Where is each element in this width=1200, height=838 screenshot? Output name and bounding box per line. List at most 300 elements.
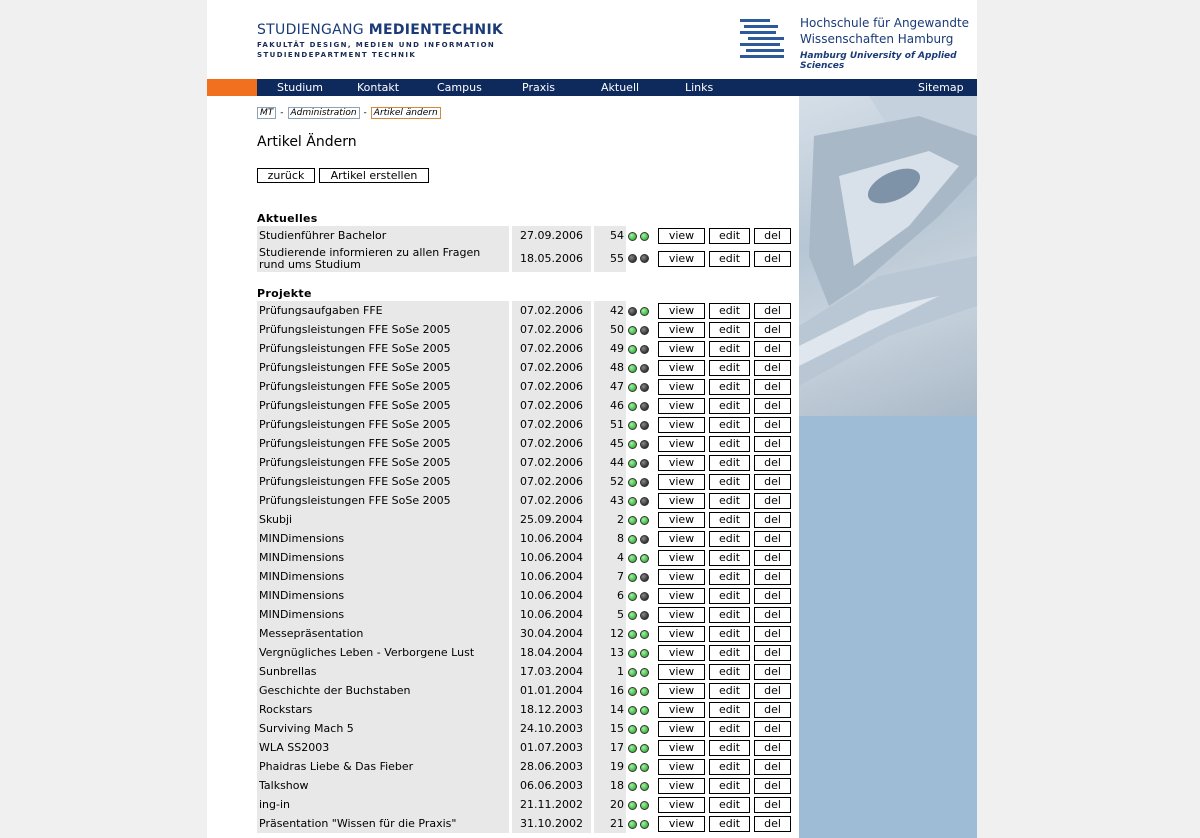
article-title: Prüfungsleistungen FFE SoSe 2005 [257, 377, 509, 396]
delete-button[interactable]: del [754, 588, 791, 604]
table-row [257, 396, 795, 415]
status-icons [626, 719, 658, 738]
view-button[interactable]: view [658, 251, 705, 267]
article-date: 18.12.2003 [509, 700, 591, 719]
status-icons [626, 624, 658, 643]
view-button[interactable]: view [658, 740, 705, 756]
page-title: Artikel Ändern [257, 134, 357, 150]
article-title: MINDimensions [257, 586, 509, 605]
status-visible-icon[interactable] [640, 232, 649, 241]
delete-button[interactable]: del [754, 721, 791, 737]
view-button[interactable]: view [658, 493, 705, 509]
back-button[interactable]: zurück [257, 168, 315, 183]
status-visible-icon[interactable] [640, 725, 649, 734]
view-button[interactable]: view [658, 436, 705, 452]
article-title: ing-in [257, 795, 509, 814]
article-title: Studierende informieren zu allen Fragen rund ums Studium [257, 245, 509, 272]
edit-button[interactable]: edit [709, 588, 750, 604]
row-actions [658, 226, 795, 245]
status-icons [626, 700, 658, 719]
status-icons [626, 301, 658, 320]
view-button[interactable]: view [658, 303, 705, 319]
status-online-icon[interactable] [628, 254, 637, 263]
breadcrumb-mt[interactable]: MT [257, 107, 276, 119]
status-icons [626, 245, 658, 272]
article-title: Geschichte der Buchstaben [257, 681, 509, 700]
articles-table-aktuelles [257, 226, 795, 272]
delete-button[interactable]: del [754, 664, 791, 680]
delete-button[interactable]: del [754, 740, 791, 756]
row-actions [658, 814, 795, 833]
article-id: 49 [591, 339, 626, 358]
status-visible-icon[interactable] [640, 801, 649, 810]
status-icons [626, 358, 658, 377]
status-icons [626, 320, 658, 339]
status-visible-icon[interactable] [640, 345, 649, 354]
status-icons [626, 226, 658, 245]
view-button[interactable]: view [658, 702, 705, 718]
status-visible-icon[interactable] [640, 516, 649, 525]
article-id: 21 [591, 814, 626, 833]
view-button[interactable]: view [658, 550, 705, 566]
nav-campus[interactable]: Campus [437, 81, 482, 94]
row-actions [658, 491, 795, 510]
delete-button[interactable]: del [754, 360, 791, 376]
article-id: 51 [591, 415, 626, 434]
status-icons [626, 757, 658, 776]
status-online-icon[interactable] [628, 402, 637, 411]
delete-button[interactable]: del [754, 702, 791, 718]
create-article-button[interactable]: Artikel erstellen [319, 168, 429, 183]
delete-button[interactable]: del [754, 797, 791, 813]
row-actions [658, 681, 795, 700]
edit-button[interactable]: edit [709, 664, 750, 680]
delete-button[interactable]: del [754, 816, 791, 832]
article-title: Prüfungsleistungen FFE SoSe 2005 [257, 491, 509, 510]
view-button[interactable]: view [658, 626, 705, 642]
edit-button[interactable]: edit [709, 474, 750, 490]
article-title: Prüfungsleistungen FFE SoSe 2005 [257, 358, 509, 377]
row-actions [658, 301, 795, 320]
status-visible-icon[interactable] [640, 421, 649, 430]
edit-button[interactable]: edit [709, 569, 750, 585]
edit-button[interactable]: edit [709, 797, 750, 813]
article-id: 5 [591, 605, 626, 624]
article-title: Prüfungsleistungen FFE SoSe 2005 [257, 396, 509, 415]
table-row [257, 662, 795, 681]
edit-button[interactable]: edit [709, 303, 750, 319]
delete-button[interactable]: del [754, 645, 791, 661]
row-actions [658, 643, 795, 662]
status-visible-icon[interactable] [640, 459, 649, 468]
status-online-icon[interactable] [628, 630, 637, 639]
delete-button[interactable]: del [754, 251, 791, 267]
status-visible-icon[interactable] [640, 440, 649, 449]
table-row [257, 700, 795, 719]
article-id: 18 [591, 776, 626, 795]
edit-button[interactable]: edit [709, 778, 750, 794]
status-visible-icon[interactable] [640, 326, 649, 335]
article-date: 07.02.2006 [509, 358, 591, 377]
view-button[interactable]: view [658, 417, 705, 433]
status-visible-icon[interactable] [640, 554, 649, 563]
status-visible-icon[interactable] [640, 706, 649, 715]
article-id: 20 [591, 795, 626, 814]
article-id: 52 [591, 472, 626, 491]
status-visible-icon[interactable] [640, 307, 649, 316]
view-button[interactable]: view [658, 360, 705, 376]
table-row [257, 472, 795, 491]
article-id: 16 [591, 681, 626, 700]
article-date: 07.02.2006 [509, 491, 591, 510]
status-icons [626, 567, 658, 586]
status-online-icon[interactable] [628, 364, 637, 373]
status-online-icon[interactable] [628, 820, 637, 829]
article-title: Prüfungsleistungen FFE SoSe 2005 [257, 453, 509, 472]
view-button[interactable]: view [658, 531, 705, 547]
table-row [257, 586, 795, 605]
table-row [257, 795, 795, 814]
row-actions [658, 662, 795, 681]
row-actions [658, 700, 795, 719]
delete-button[interactable]: del [754, 398, 791, 414]
article-date: 07.02.2006 [509, 434, 591, 453]
status-icons [626, 510, 658, 529]
article-date: 31.10.2002 [509, 814, 591, 833]
row-actions [658, 358, 795, 377]
status-online-icon[interactable] [628, 459, 637, 468]
article-title: Prüfungsleistungen FFE SoSe 2005 [257, 415, 509, 434]
table-row [257, 245, 795, 272]
edit-button[interactable]: edit [709, 493, 750, 509]
row-actions [658, 396, 795, 415]
view-button[interactable]: view [658, 512, 705, 528]
edit-button[interactable]: edit [709, 607, 750, 623]
view-button[interactable]: view [658, 398, 705, 414]
table-row [257, 377, 795, 396]
view-button[interactable]: view [658, 778, 705, 794]
delete-button[interactable]: del [754, 474, 791, 490]
edit-button[interactable]: edit [709, 251, 750, 267]
article-title: MINDimensions [257, 605, 509, 624]
article-id: 54 [591, 226, 626, 245]
table-row [257, 434, 795, 453]
delete-button[interactable]: del [754, 379, 791, 395]
article-title: MINDimensions [257, 567, 509, 586]
article-title: Prüfungsleistungen FFE SoSe 2005 [257, 339, 509, 358]
status-icons [626, 529, 658, 548]
status-online-icon[interactable] [628, 345, 637, 354]
article-title: MINDimensions [257, 529, 509, 548]
status-visible-icon[interactable] [640, 364, 649, 373]
table-row [257, 776, 795, 795]
edit-button[interactable]: edit [709, 816, 750, 832]
breadcrumb-administration[interactable]: Administration [288, 107, 360, 119]
status-online-icon[interactable] [628, 326, 637, 335]
delete-button[interactable]: del [754, 322, 791, 338]
main-navigation [207, 79, 977, 96]
status-icons [626, 643, 658, 662]
status-online-icon[interactable] [628, 744, 637, 753]
edit-button[interactable]: edit [709, 550, 750, 566]
delete-button[interactable]: del [754, 341, 791, 357]
table-row [257, 491, 795, 510]
delete-button[interactable]: del [754, 569, 791, 585]
article-id: 6 [591, 586, 626, 605]
article-date: 10.06.2004 [509, 567, 591, 586]
breadcrumb-separator: - [363, 108, 367, 118]
table-row [257, 567, 795, 586]
edit-button[interactable]: edit [709, 702, 750, 718]
article-id: 2 [591, 510, 626, 529]
status-visible-icon[interactable] [640, 687, 649, 696]
row-actions [658, 795, 795, 814]
delete-button[interactable]: del [754, 228, 791, 244]
edit-button[interactable]: edit [709, 455, 750, 471]
row-actions [658, 719, 795, 738]
status-online-icon[interactable] [628, 516, 637, 525]
nav-kontakt[interactable]: Kontakt [357, 81, 400, 94]
status-visible-icon[interactable] [640, 383, 649, 392]
status-visible-icon[interactable] [640, 402, 649, 411]
edit-button[interactable]: edit [709, 360, 750, 376]
article-date: 07.02.2006 [509, 396, 591, 415]
status-online-icon[interactable] [628, 801, 637, 810]
table-row [257, 814, 795, 833]
delete-button[interactable]: del [754, 455, 791, 471]
article-id: 7 [591, 567, 626, 586]
edit-button[interactable]: edit [709, 531, 750, 547]
edit-button[interactable]: edit [709, 228, 750, 244]
article-id: 8 [591, 529, 626, 548]
status-online-icon[interactable] [628, 706, 637, 715]
status-online-icon[interactable] [628, 611, 637, 620]
view-button[interactable]: view [658, 664, 705, 680]
edit-button[interactable]: edit [709, 721, 750, 737]
status-visible-icon[interactable] [640, 649, 649, 658]
section-title-aktuelles: Aktuelles [257, 212, 318, 225]
haw-name-english: Hamburg University of Applied Sciences [800, 51, 957, 71]
status-icons [626, 377, 658, 396]
row-actions [658, 529, 795, 548]
view-button[interactable]: view [658, 474, 705, 490]
status-visible-icon[interactable] [640, 820, 649, 829]
nav-links[interactable]: Links [685, 81, 714, 94]
status-online-icon[interactable] [628, 440, 637, 449]
status-icons [626, 491, 658, 510]
status-visible-icon[interactable] [640, 535, 649, 544]
status-icons [626, 434, 658, 453]
article-id: 45 [591, 434, 626, 453]
article-id: 55 [591, 245, 626, 272]
row-actions [658, 339, 795, 358]
section-title-projekte: Projekte [257, 287, 312, 300]
row-actions [658, 510, 795, 529]
article-title: Messepräsentation [257, 624, 509, 643]
articles-table-projekte [257, 301, 795, 833]
edit-button[interactable]: edit [709, 436, 750, 452]
article-id: 19 [591, 757, 626, 776]
table-row [257, 415, 795, 434]
table-row [257, 624, 795, 643]
delete-button[interactable]: del [754, 493, 791, 509]
status-online-icon[interactable] [628, 497, 637, 506]
edit-button[interactable]: edit [709, 512, 750, 528]
delete-button[interactable]: del [754, 550, 791, 566]
side-panel [799, 96, 977, 838]
brand-department: STUDIENDEPARTMENT TECHNIK [257, 51, 417, 59]
edit-button[interactable]: edit [709, 683, 750, 699]
delete-button[interactable]: del [754, 417, 791, 433]
view-button[interactable]: view [658, 816, 705, 832]
delete-button[interactable]: del [754, 436, 791, 452]
status-visible-icon[interactable] [640, 763, 649, 772]
status-online-icon[interactable] [628, 782, 637, 791]
edit-button[interactable]: edit [709, 626, 750, 642]
status-online-icon[interactable] [628, 232, 637, 241]
view-button[interactable]: view [658, 759, 705, 775]
article-date: 07.02.2006 [509, 472, 591, 491]
row-actions [658, 377, 795, 396]
breadcrumb [257, 107, 441, 119]
status-icons [626, 605, 658, 624]
status-visible-icon[interactable] [640, 254, 649, 263]
haw-name-line2: Wissenschaften Hamburg [800, 32, 954, 46]
row-actions [658, 245, 795, 272]
table-row [257, 757, 795, 776]
view-button[interactable]: view [658, 797, 705, 813]
row-actions [658, 320, 795, 339]
status-visible-icon[interactable] [640, 611, 649, 620]
delete-button[interactable]: del [754, 607, 791, 623]
edit-button[interactable]: edit [709, 759, 750, 775]
article-title: Präsentation "Wissen für die Praxis" [257, 814, 509, 833]
article-id: 50 [591, 320, 626, 339]
edit-button[interactable]: edit [709, 322, 750, 338]
article-title: Talkshow [257, 776, 509, 795]
view-button[interactable]: view [658, 588, 705, 604]
view-button[interactable]: view [658, 379, 705, 395]
article-date: 18.04.2004 [509, 643, 591, 662]
view-button[interactable]: view [658, 455, 705, 471]
status-visible-icon[interactable] [640, 478, 649, 487]
delete-button[interactable]: del [754, 626, 791, 642]
row-actions [658, 434, 795, 453]
view-button[interactable]: view [658, 569, 705, 585]
status-icons [626, 738, 658, 757]
status-online-icon[interactable] [628, 535, 637, 544]
status-online-icon[interactable] [628, 592, 637, 601]
edit-button[interactable]: edit [709, 379, 750, 395]
status-icons [626, 453, 658, 472]
row-actions [658, 776, 795, 795]
delete-button[interactable]: del [754, 683, 791, 699]
edit-button[interactable]: edit [709, 645, 750, 661]
brand-title[interactable]: STUDIENGANG MEDIENTECHNIK [257, 22, 504, 38]
article-date: 07.02.2006 [509, 377, 591, 396]
article-date: 07.02.2006 [509, 415, 591, 434]
status-visible-icon[interactable] [640, 592, 649, 601]
status-visible-icon[interactable] [640, 573, 649, 582]
article-date: 25.09.2004 [509, 510, 591, 529]
article-id: 15 [591, 719, 626, 738]
status-online-icon[interactable] [628, 763, 637, 772]
article-id: 44 [591, 453, 626, 472]
article-date: 10.06.2004 [509, 586, 591, 605]
status-visible-icon[interactable] [640, 497, 649, 506]
status-online-icon[interactable] [628, 478, 637, 487]
edit-button[interactable]: edit [709, 341, 750, 357]
article-title: Prüfungsleistungen FFE SoSe 2005 [257, 434, 509, 453]
status-visible-icon[interactable] [640, 744, 649, 753]
status-online-icon[interactable] [628, 725, 637, 734]
row-actions [658, 548, 795, 567]
status-icons [626, 586, 658, 605]
row-actions [658, 472, 795, 491]
edit-button[interactable]: edit [709, 740, 750, 756]
delete-button[interactable]: del [754, 778, 791, 794]
haw-logo-icon[interactable] [740, 19, 784, 59]
status-online-icon[interactable] [628, 307, 637, 316]
status-online-icon[interactable] [628, 421, 637, 430]
view-button[interactable]: view [658, 322, 705, 338]
view-button[interactable]: view [658, 228, 705, 244]
nav-aktuell[interactable]: Aktuell [601, 81, 640, 94]
page [207, 0, 977, 838]
delete-button[interactable]: del [754, 531, 791, 547]
status-online-icon[interactable] [628, 668, 637, 677]
view-button[interactable]: view [658, 607, 705, 623]
nav-praxis[interactable]: Praxis [522, 81, 555, 94]
view-button[interactable]: view [658, 645, 705, 661]
breadcrumb-current[interactable]: Artikel ändern [371, 107, 441, 119]
status-online-icon[interactable] [628, 649, 637, 658]
status-online-icon[interactable] [628, 554, 637, 563]
article-date: 10.06.2004 [509, 548, 591, 567]
row-actions [658, 567, 795, 586]
delete-button[interactable]: del [754, 303, 791, 319]
edit-button[interactable]: edit [709, 398, 750, 414]
edit-button[interactable]: edit [709, 417, 750, 433]
status-icons [626, 776, 658, 795]
status-online-icon[interactable] [628, 383, 637, 392]
status-visible-icon[interactable] [640, 782, 649, 791]
status-online-icon[interactable] [628, 573, 637, 582]
status-icons [626, 396, 658, 415]
nav-studium[interactable]: Studium [277, 81, 323, 94]
delete-button[interactable]: del [754, 512, 791, 528]
nav-sitemap[interactable]: Sitemap [918, 81, 964, 94]
view-button[interactable]: view [658, 683, 705, 699]
status-visible-icon[interactable] [640, 630, 649, 639]
article-date: 21.11.2002 [509, 795, 591, 814]
row-actions [658, 757, 795, 776]
article-date: 10.06.2004 [509, 529, 591, 548]
status-visible-icon[interactable] [640, 668, 649, 677]
article-date: 17.03.2004 [509, 662, 591, 681]
article-date: 07.02.2006 [509, 339, 591, 358]
article-title: Surviving Mach 5 [257, 719, 509, 738]
article-date: 01.07.2003 [509, 738, 591, 757]
status-online-icon[interactable] [628, 687, 637, 696]
status-icons [626, 472, 658, 491]
article-id: 12 [591, 624, 626, 643]
delete-button[interactable]: del [754, 759, 791, 775]
row-actions [658, 605, 795, 624]
view-button[interactable]: view [658, 341, 705, 357]
status-icons [626, 339, 658, 358]
view-button[interactable]: view [658, 721, 705, 737]
